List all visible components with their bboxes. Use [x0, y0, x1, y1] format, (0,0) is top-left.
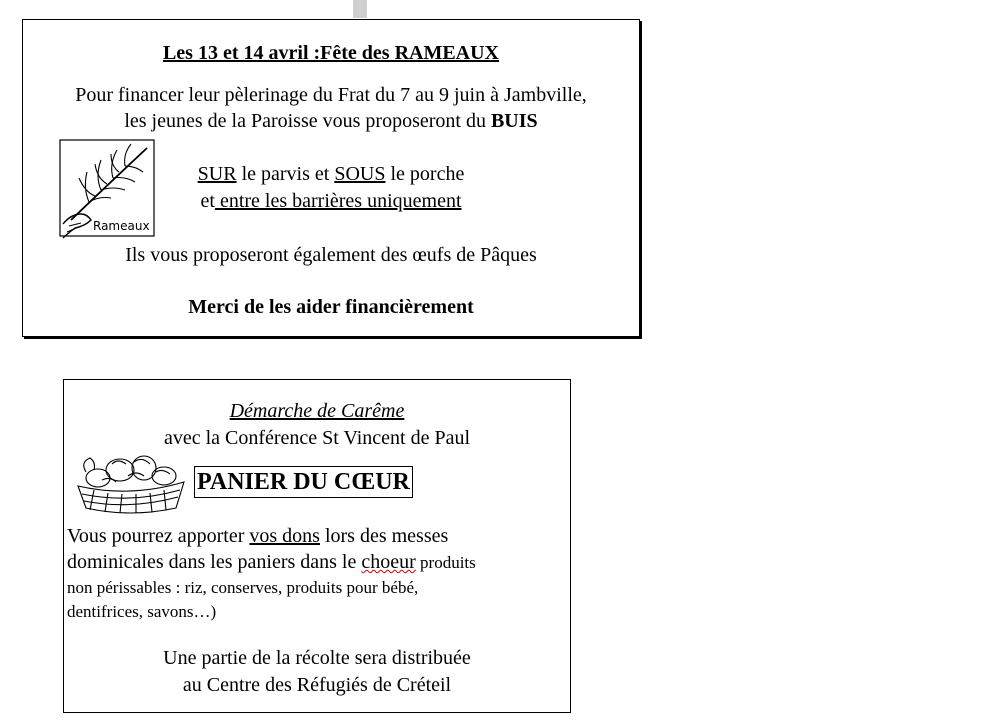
rameaux-line-3: SUR le parvis et SOUS le porche	[197, 163, 465, 185]
careme-line-1: Vous pourrez apporter vos dons lors des messes	[67, 525, 449, 547]
careme-subheading: avec la Conférence St Vincent de Paul	[163, 427, 471, 449]
rameaux-title: Les 13 et 14 avril :Fête des RAMEAUX	[162, 42, 500, 64]
careme-line-5: Une partie de la récolte sera distribuée	[163, 647, 471, 669]
rameaux-illustration-label: Rameaux	[93, 219, 150, 233]
page-edge-marker	[353, 0, 367, 18]
palm-branch-illustration	[59, 138, 159, 240]
rameaux-line-6: Merci de les aider financièrement	[188, 296, 474, 318]
careme-line-3: non périssables : riz, conserves, produits pour bébé,	[67, 578, 419, 597]
careme-line-4: dentifrices, savons…)	[67, 602, 217, 621]
food-basket-illustration	[72, 452, 190, 516]
rameaux-line-5: Ils vous proposeront également des œufs de Pâques	[125, 244, 537, 266]
rameaux-line-4: et entre les barrières uniquement	[200, 190, 462, 212]
careme-line-6: au Centre des Réfugiés de Créteil	[182, 674, 452, 696]
rameaux-line-2: les jeunes de la Paroisse vous proposeront du BUIS	[124, 110, 538, 132]
rameaux-line-1: Pour financer leur pèlerinage du Frat du 7 au 9 juin à Jambville,	[75, 84, 587, 106]
careme-notice	[63, 379, 571, 713]
careme-line-2: dominicales dans les paniers dans le choeur produits	[67, 551, 476, 573]
rameaux-notice	[22, 19, 640, 337]
panier-du-coeur-title: PANIER DU CŒUR	[194, 466, 413, 498]
careme-heading: Démarche de Carême	[229, 400, 405, 422]
